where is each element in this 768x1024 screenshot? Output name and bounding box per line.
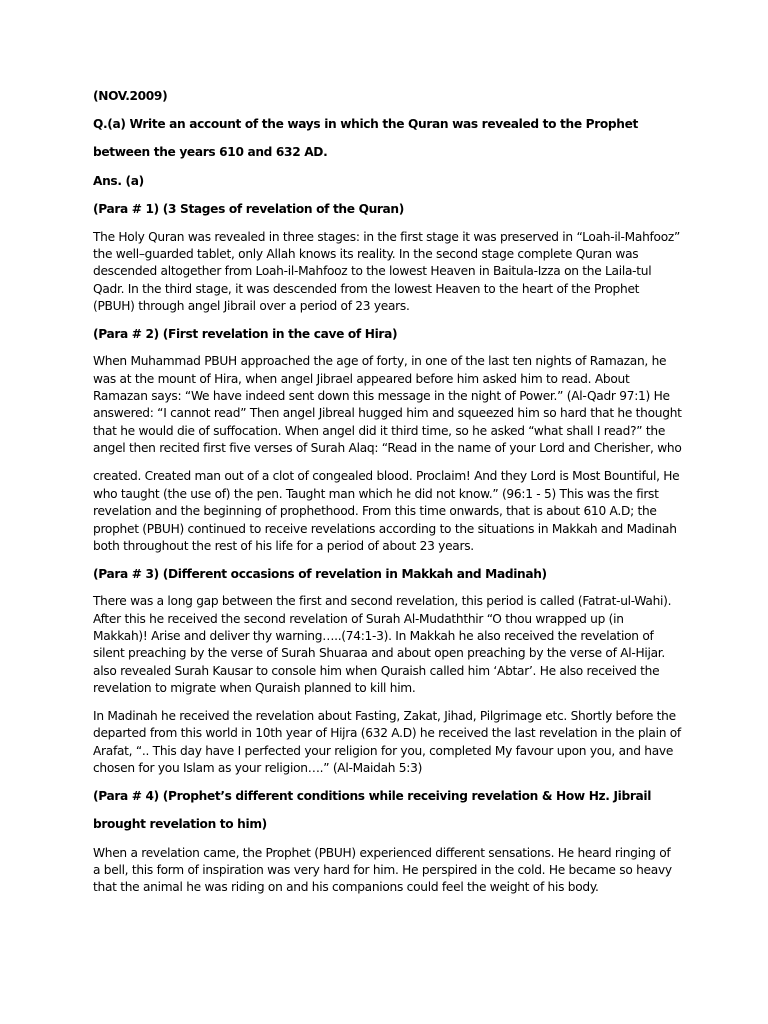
para3-line: There was a long gap between the first and second revelation, this period is called (Fatrat-ul-Wahi). [93,594,672,608]
para3-line: After this he received the second revelation of Surah Al-Mudaththir “O thou wrapped up (in [93,612,624,626]
para2-continued-line: created. Created man out of a clot of congealed blood. Proclaim! And they Lord is Most Bountiful, He [93,469,680,483]
para1-line: (PBUH) through angel Jibrail over a period of 23 years. [93,299,410,313]
para3-madinah-line: In Madinah he received the revelation about Fasting, Zakat, Jihad, Pilgrimage etc. Shortly before the [93,709,676,723]
para2-continued-line: revelation and the beginning of prophethood. From this time onwards, that is about 610 A.D; the [93,504,657,518]
para3-line: silent preaching by the verse of Surah Shuaraa and about open preaching by the verse of Al-Hijar. [93,646,665,660]
para2-line: was at the mount of Hira, when angel Jibrael appeared before him asked him to read. About [93,372,630,386]
para2-continued-line: both throughout the rest of his life for a period of about 23 years. [93,539,474,553]
para2-line: Ramazan says: “We have indeed sent down this message in the night of Power.” (Al-Qadr 97:1) He [93,389,670,403]
answer-label: Ans. (a) [93,174,144,188]
para4-heading-line-2: brought revelation to him) [93,817,267,831]
question-line-2: between the years 610 and 632 AD. [93,145,328,159]
para2-continued-line: prophet (PBUH) continued to receive revelations according to the situations in Makkah and Madinah [93,522,677,536]
question-line-1: Q.(a) Write an account of the ways in which the Quran was revealed to the Prophet [93,117,639,131]
exam-date-heading: (NOV.2009) [93,89,168,103]
para2-line: that he would die of suffocation. When angel did it third time, so he asked “what shall I read?” the [93,424,666,438]
para2-line: When Muhammad PBUH approached the age of forty, in one of the last ten nights of Ramazan, he [93,354,667,368]
para2-heading: (Para # 2) (First revelation in the cave of Hira) [93,327,398,341]
para1-heading: (Para # 1) (3 Stages of revelation of the Quran) [93,202,404,216]
para3-madinah-line: chosen for you Islam as your religion….” (Al-Maidah 5:3) [93,761,423,775]
para4-line: that the animal he was riding on and his companions could feel the weight of his body. [93,880,599,894]
para3-line: revelation to migrate when Quraish planned to kill him. [93,681,416,695]
para1-line: Qadr. In the third stage, it was descended from the lowest Heaven to the heart of the Prophet [93,282,640,296]
para3-madinah-line: Arafat, “.. This day have I perfected your religion for you, completed My favour upon you, and have [93,744,674,758]
para1-line: descended altogether from Loah-il-Mahfooz to the lowest Heaven in Baitula-Izza on the Laila-tul [93,264,652,278]
para4-line: a bell, this form of inspiration was very hard for him. He perspired in the cold. He became so heavy [93,863,672,877]
para2-line: answered: “I cannot read” Then angel Jibreal hugged him and squeezed him so hard that he thought [93,406,682,420]
para2-continued-line: who taught (the use of) the pen. Taught man which he did not know.” (96:1 - 5) This was the first [93,487,659,501]
para3-line: Makkah)! Arise and deliver thy warning…..(74:1-3). In Makkah he also received the revelation of [93,629,654,643]
para1-line: The Holy Quran was revealed in three stages: in the first stage it was preserved in “Loah-il-Mahfooz” [93,230,681,244]
para3-madinah-line: departed from this world in 10th year of Hijra (632 A.D) he received the last revelation in the plain of [93,726,681,740]
para3-heading: (Para # 3) (Different occasions of revelation in Makkah and Madinah) [93,567,547,581]
para4-line: When a revelation came, the Prophet (PBUH) experienced different sensations. He heard ringing of [93,846,671,860]
para2-line: angel then recited first five verses of Surah Alaq: “Read in the name of your Lord and Cherisher, who [93,441,682,455]
para1-line: the well–guarded tablet, only Allah knows its reality. In the second stage complete Quran was [93,247,639,261]
para4-heading-line-1: (Para # 4) (Prophet’s different conditions while receiving revelation & How Hz. Jibrail [93,789,652,803]
para3-line: also revealed Surah Kausar to console him when Quraish called him ‘Abtar’. He also received the [93,664,660,678]
